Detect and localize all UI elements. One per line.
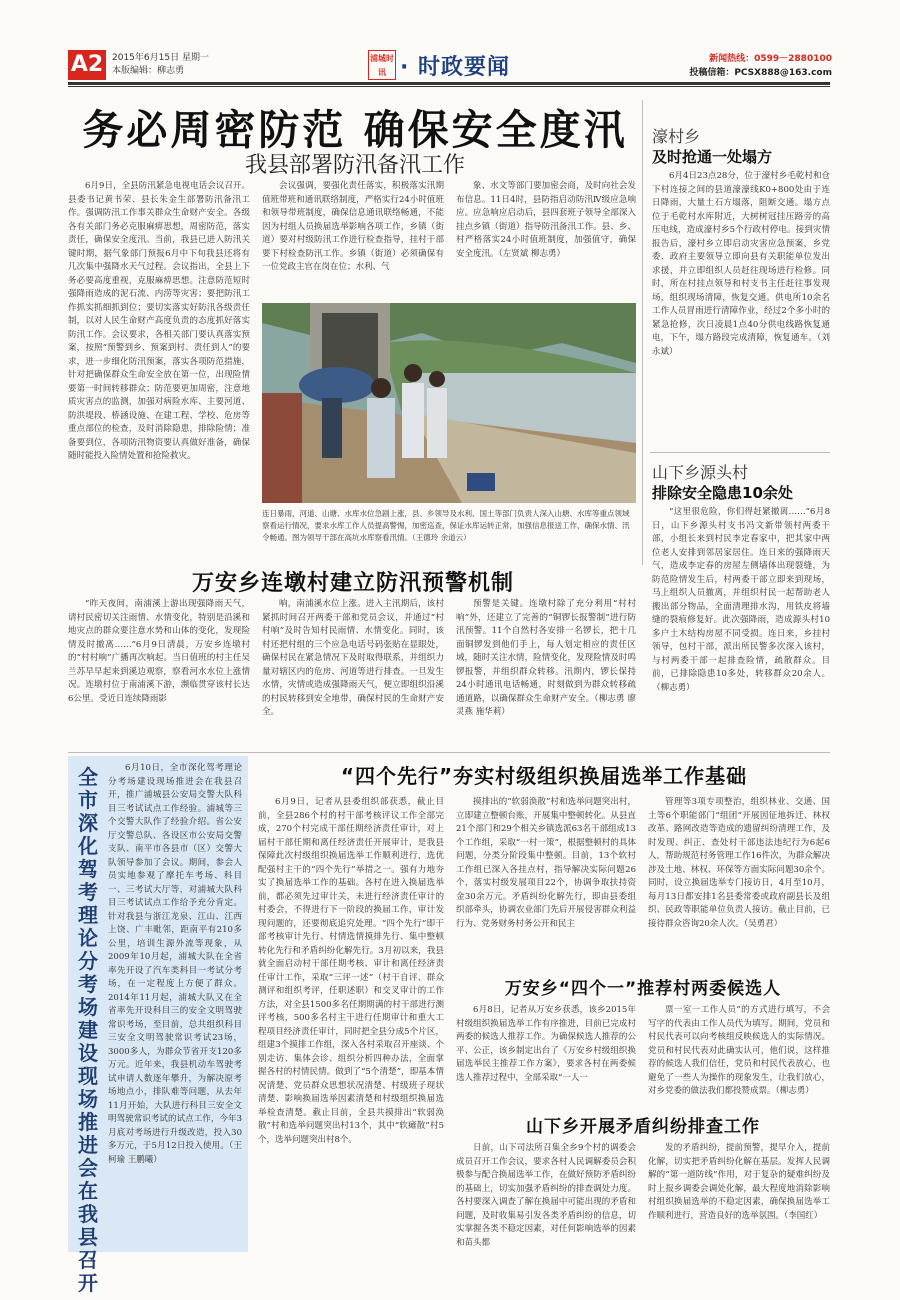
lead-headline: 务必周密防范 确保安全度汛 [82, 106, 628, 154]
section-divider [68, 752, 830, 753]
story3-column-1: 6月9日，记者从县委组织部获悉，截止目前，全县286个村的村干部考核评议工作全部完成，270个村完成干部任期经济责任审计，对上届村干部任期和离任经济责任开展审计，是我县保障此次村级组织换届选举工作顺利进行，选优配强村主干的“四个先行”举措之一。强有力地夯实了换届选举工作的基础。各村在进入换届选举前，都必须先过审计关，未进行经济责任审计的村委会，不得进行下一阶段的换届工作，审计发现问题的，还要彻底追究处理。“四个先行”即干部考核审计先行、村情选情摸排先行、集中整顿转化先行和矛盾纠纷化解先行。3月初以来，我县就全面启动村干部任期考核、审计和离任经济责任审计工作，采取“三评一述”（村干自评、群众测评和组织考评，任职述职）和交叉审计的工作方法，对全县1500多名任期期满的村干部进行测评考核，500多名村主干进行任期审计和重大工程项目经济责任审计，同时把全县分成5个片区，组建3个摸排工作组，深入各村采取召开座谈、个别走访、集体会诊、组织分析四种办法，全面掌握各村的村情民情。做到了“5个清楚”，即基本情况清楚、党员群众思想状况清楚、村级班子现状清楚、影响换届选举因素清楚和村级组织换届选举检查清楚。截止目前，全县共摸排出“软弱涣散”村和选举问题突出村13个，其中“软瘫散”村5个，选举问题突出村8个。 [258, 797, 444, 1145]
lead-column-1: 6月9日，全县防汛紧急电视电话会议召开。县委书记黄书荣、县长朱金生部署防汛备汛工作。强调防汛工作事关群众生命财产安全。各级各有关部门务必克服麻痹思想，周密防范，落实责任，确保安全度汛。当前，我县已进入防汛关键时期，据气象部门预报6月中下旬我县还将有几次集中强降水天气过程。会议指出，全县上下务必要高度重视，克服麻痹思想。注意防范短时强降雨造成的泥石流、内涝等灾害；要把防汛工作抓实抓细抓到位；要切实落实好防汛各级责任制，以对人民生命财产高度负责的态度抓好落实防汛工作。会议要求，各相关部门要认真落实预案，按照“预警到乡、预案到村、责任到人”的要求，进一步细化防汛预案，落实各项防范措施，针对把确保群众生命安全放在第一位，出现险情要第一时间转移群众；防范要更加周密，注意地质灾害点的监测，加强对病险水库、主要河道、防洪堤段、桥涵设施、在建工程、学校、危房等重点部位的检查，及时消除隐患，排除险情；准备要到位，各项防汛物资要认真做好准备，确保随时能投入险情处置和抢险救灾。 [68, 181, 250, 461]
story2-headline: 万安乡连墩村建立防汛预警机制 [191, 571, 514, 596]
photo-illustration [262, 303, 636, 503]
side1-body: 6月4日23点28分，位于濠村乡毛乾村和仓下村连接之间的县道濠濠线K0+800处由于连日降雨，大量土石方塌落，阻断交通。塌方点位于毛乾村水库附近，大树树冠挂压路旁的高压电线，造成濠村乡5个行政村停电。接到灾情报告后，濠村乡立即启动灾害应急预案，乡党委、政府主要领导立即向县有关职能单位发出求援，并立即组织人员赶往现场进行检修。同时，所在村挂点领导和村支书主任赶往事发现场，组织现场清障，恢复交通。供电所10余名工作人员冒雨进行清障作业，经过2个多小时的紧急抢修，次日凌晨1点40分供电线路恢复通电，下午，塌方路段完成清障，恢复通车。（刘永斌） [652, 171, 830, 357]
photo-caption: 连日暴雨，河道、山塘、水库水位急剧上涨，县、乡领导及水利、国土等部门负责人深入山塘、水库等重点领域察看运行情况，要求水库工作人员提高警惕，加密巡查，保证水库运转正常，加强信息报送工作，确保水情、汛令畅通。图为领导干部在高坑水库察看汛情。（王德玲 余道云） [262, 509, 630, 542]
story4-column-1: 6月8日，记者从万安乡获悉，该乡2015年村级组织换届选举工作有序推进，目前已完成村两委的候选人推荐工作。为确保候选人推荐的公平、公正，该乡制定出台了《万安乡村级组织换届选举民主推荐工作方案》，要求各村在两委候选人推荐过程中，全部采取“一人一 [456, 1005, 636, 1083]
side2-kicker: 山下乡源头村 [652, 463, 749, 482]
story5-column-1: 日前，山下司法所召集全乡9个村的调委会成员召开工作会议，要求各村人民调解委员会积极参与配合换届选举工作，在做好预防矛盾纠纷的基础上，切实加强矛盾纠纷的排查调处力度。各村要深入调查了解在换届中可能出现的矛盾和问题，及时收集易引发各类矛盾纠纷的信息，切实掌握各类不稳定因素，对任何影响选举的因素和苗头都 [456, 1143, 636, 1248]
issue-meta [112, 52, 209, 78]
submission-email: 投稿信箱：PCSX888@163.com [689, 68, 832, 78]
side-divider [650, 452, 830, 453]
sidebar-vertical-headline: 全市深化驾考理论分考场建设现场推进会在我县召开 [78, 765, 98, 1295]
flood-inspection-photo [262, 303, 636, 503]
story3-headline: “四个先行”夯实村级组织换届选举工作基础 [340, 764, 748, 788]
story4-headline: 万安乡“四个一”推荐村两委候选人 [504, 979, 782, 999]
story3-column-3: 管理等3项专项整治，组织林业、交通、国土等6个职能部门“组团”开展因征地拆迁、林权改革、路网改造等造成的遗留纠纷清理工作，及时发现、纠正、查处村干部违法违纪行为6起6人，帮助规范村务管理工作16件次，为群众解决涉及土地、林权、环保等方面实际问题30余个。同时，设立换届选举专门接访日，4月至10月，每月13日都安排1名县委常委或政府副县长及组织、民政等职能单位负责人接访。截止目前，已接待群众咨询20余人次。（吴勇君） [648, 797, 830, 929]
side2-body: “这里很危险，你们得赶紧撤离……”6月8日，山下乡源头村支书冯文新带领村两委干部，小组长来到村民李定春家中，把其家中两位老人安排到邻居家居住。连日来的强降雨天气，造成李定春的房屋左侧墙体出现裂缝，为防范险情发生后，村两委干部立即来到现场，马上组织人员撤离，并组织村民一起帮助老人搬出部分物品，全面清理排水沟，用铁皮将墙缝的裂痕修复好。此次强降雨，造成源头村10多户土木结构房屋不同受损。连日来，乡挂村领导，包村干部，派出所民警多次深入该村，与村两委干部一起排查险情，疏散群众。目前，已排除隐患10多处，转移群众20余人。（柳志勇） [652, 507, 830, 693]
story4-column-2: 票一室一工作人员”的方式进行填写，不会写字的代表由工作人员代为填写。期间，党员和村民代表可以向考核组反映候选人的实际情况。党员和村民代表对此确实认可，他们说，这样推荐的候选人我们信任，党员和村民代表放心，也避免了一些人为操作的现象发生，让我们放心，对乡党委的做法我们都投赞成票。（柳志勇） [648, 1005, 830, 1096]
header-rule [68, 82, 830, 85]
sidebar-body: 6月10日，全市深化驾考理论分考场建设现场推进会在我县召开，推广浦城县公安局交警大队科目三考试试点工作经验。浦城等三个交警大队作了经验介绍。省公安厅交警总队、各设区市公安局交警支队、南平市各县市（区）交警大队领导参加了会议。期间，参会人员实地参观了摩托车考场、科目一、三考试大厅等，对浦城大队科目三考试试点工作给予充分肯定。针对我县与浙江龙泉、江山、江西上饶、广丰毗邻，距南平有210多公里，培训生源外流等现象，从2009年10月起，浦城大队在全省率先开设了汽车类科目一考试分考场，在一定程度上方便了群众。2014年11月起，浦城大队又在全省率先开设科目三的安全文明驾驶常识考场，至目前，总共组织科目三安全文明驾驶常识考试23场，3000多人，为群众节省开支120多万元。近年来，我县机动车驾驶考试申请人数逐年攀升，为解决原考场地点小，排队难等问题，从去年11月开始，大队进行科目三安全文明驾驶常识考试的试点工作，今年3月底对考场进行升级改造，投入30多万元，于5月12日投入使用。（王柯瑜 王鹏曦） [108, 763, 242, 1165]
contact-info [672, 52, 832, 80]
newspaper-logo: 浦城时讯 [368, 50, 396, 80]
side1-headline: 及时抢通一处塌方 [652, 148, 773, 166]
lead-column-2: 会议强调，要强化责任落实，积极落实汛期值班带班和通讯联络制度，严格实行24小时值班和领导带班制度，确保信息通讯联络畅通，不能因为村组人员换届选举影响各项工作，乡镇（街道）要对村级防汛工作进行检查指导，挂村干部要下村检查防汛工作。乡镇（街道）必须确保有一位党政主官在岗在位；水利、气 [262, 181, 444, 272]
story2-column-3: 预警是关键。连墩村除了充分利用“村村响”外，还建立了完善的“铜锣长报警制”进行防汛预警。11个自然村各安排一名锣长，把十几面铜锣发到他们手上，每人划定相应的责任区域，随时关注水情，险情变化，发现险情及时鸣锣报警，并组织群众转移。汛期内，锣长保持24小时通讯电话畅通，时刻做到为群众转移疏通道路，以确保群众生命财产安全。（柳志勇 廖灵燕 施华莉） [456, 599, 636, 717]
story2-column-2: 响，南浦溪水位上涨。进入主汛期后，该村紧抓时间召开两委干部和党员会议，并通过“村村响”及时告知村民雨情、水情变化。同时，该村还把村组的三个应急电话号码张贴在显眼处，确保村民在紧急情况下及时取得联系，并组织力量对辖区内的危房、河道等进行排查。一旦发生水情，灾情或造成强降雨天气，便立即组织沿溪的村民转移到安全地带，确保村民的生命财产安全。 [262, 599, 444, 717]
header-rule-thin [68, 86, 830, 87]
side1-kicker: 濠村乡 [652, 127, 701, 146]
page-number-badge: A2 [68, 50, 106, 80]
side2-headline: 排除安全隐患10余处 [652, 484, 793, 502]
news-hotline: 新闻热线：0599－2880100 [709, 54, 832, 64]
story5-column-2: 发的矛盾纠纷，提前预警，提早介入，提前化解，切实把矛盾纠纷化解在基层。发挥人民调解的“第一道防线”作用，对于复杂的疑难纠纷及时上报乡调委会调处化解，最大程度地消除影响村组织换届选举的不稳定因素，确保换届选举工作顺利进行，营造良好的选举氛围。（李国红） [648, 1143, 830, 1221]
story5-headline: 山下乡开展矛盾纠纷排查工作 [526, 1117, 760, 1137]
lead-subheadline: 我县部署防汛备汛工作 [244, 153, 465, 178]
column-divider [642, 100, 643, 565]
lead-column-3: 象、水文等部门要加密会商，及时向社会发布信息。11日4时，县防指启动防汛Ⅳ级应急响应。应急响应启动后，县四套班子领导全部深入挂点乡镇（街道）指导防汛备汛工作。县、乡、村严格落实24小时值班制度，加强值守，确保安全度汛。（左贤斌 柳志勇） [456, 181, 636, 259]
story3-column-2: 摸排出的“软弱涣散”村和选举问题突出村，立即建立整顿台账，开展集中整顿转化。从县直21个部门和29个相关乡镇选派63名干部组成13个工作组，采取“一村一策”，根据整顿村的具体问题，分类分阶段集中整顿。目前，13个软村工作组已深入各挂点村，指导解决实际问题26个，落实村级发展项目22个，协调争取扶持资金30余万元。矛盾纠纷化解先行，即由县委组织部牵头，协调农业部门先后开展侵害群众利益行为、党务财务村务公开和民主 [456, 797, 636, 929]
story2-column-1: “昨天夜间，南浦溪上游出现强降雨天气，请村民密切关注雨情、水情变化，特别是沿溪和地灾点的群众要注意水势和山体的变化，发现险情及时撤离……”6月9日清晨，万安乡连墩村的“村村响”广播再次响起。当日值班的村主任吴兰苏早早起来到溪边观察，察看河水水位上涨情况。连墩村位于南浦溪下游，濒临贯穿该村长达6公里。受近日连续降雨影 [68, 599, 250, 704]
issue-date: 2015年6月15日 星期一 [112, 53, 209, 63]
page-editor: 本版编辑：柳志勇 [112, 66, 185, 76]
section-title: · 时政要闻 [400, 55, 511, 80]
